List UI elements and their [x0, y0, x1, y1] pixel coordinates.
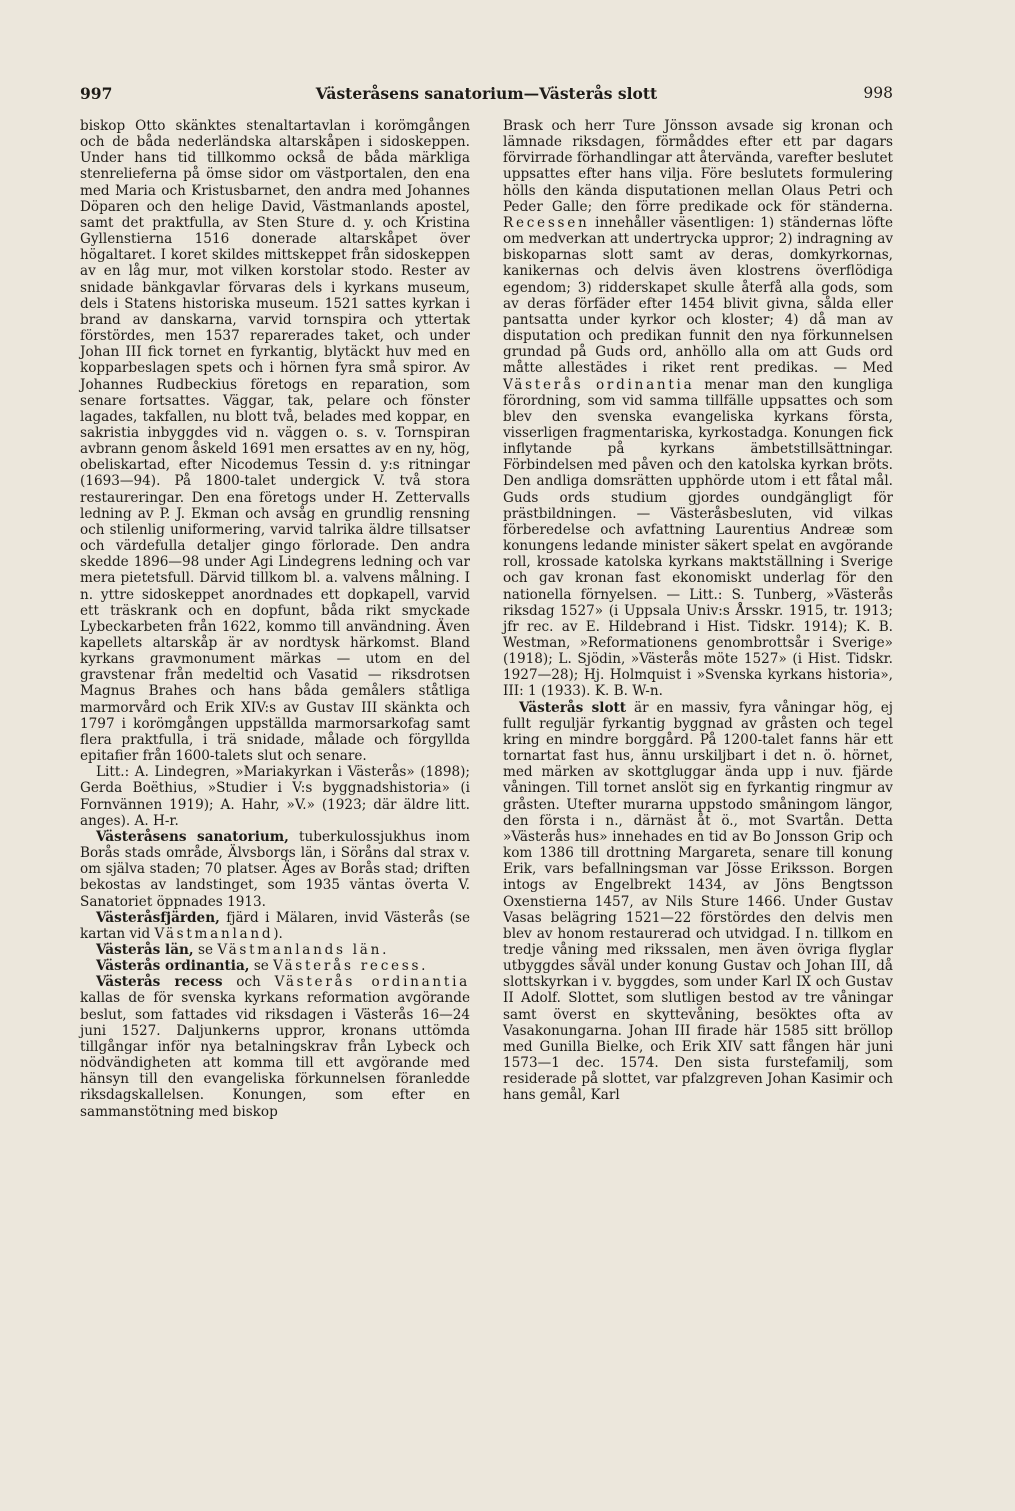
page-header [80, 84, 893, 108]
entry-recess: Västerås recess och Västerås ordinantia kallas de för svenska kyrkans reformation avgörande beslut, som fattades vid riksdagen i Västerås 16—24 juni 1527. Daljunkerns uppror, kronans uttömda tillgångar inför nya betalningskrav från Lybeck och nödvändigheten att komma till ett avgörande med hänsyn till den evangeliska förkunnelsen föranledde riksdagskallelsen. Konungen, som efter en sammanstötning med biskop [80, 974, 470, 1120]
page-number-right: 998 [863, 84, 893, 102]
entry-slott: Västerås slott är en massiv, fyra våningar hög, ej fullt reguljär fyrkantig byggnad av gråsten och tegel kring en mindre borggård. På 1200-talet fanns här ett tornartat fast hus, ännu urskiljbart i det n. ö. hörnet, med märken av skottgluggar ända upp i nuv. fjärde våningen. Till tornet anslöt sig en fyrkantig ringmur av gråsten. Utefter murarna uppstodo småningom längor, den första i n., därnäst åt ö., mot Svartån. Detta »Västerås hus» innehades en tid av Bo Jonsson Grip och kom 1386 till drottning Margareta, senare till konung Erik, vars befallningsman var Jösse Eriksson. Borgen intogs av Engelbrekt 1434, av Jöns Bengtsson Oxenstierna 1457, av Nils Sture 1466. Under Gustav Vasas belägring 1521—22 förstördes den delvis men blev av honom restaurerad och utvidgad. I n. tillkom en tredje våning med rikssalen, men även övriga flyglar utbyggdes såväl under konung Gustav och Johan III, då slottskyrkan i v. byggdes, som under Karl IX och Gustav II Adolf. Slottet, som slutligen bestod av tre våningar samt överst en skyttevåning, besöktes ofta av Vasakonungarna. Johan III firade här 1585 sitt bröllop med Gunilla Bielke, och Erik XIV satt fången här juni 1573—1 dec. 1574. Den sista furstefamilj, som residerade på slottet, var pfalzgreven Johan Kasimir och hans gemål, Karl [503, 699, 893, 1104]
entry-lan: Västerås län, se Västmanlands län. [96, 941, 390, 958]
entry-sanatorium: Västeråsens sanatorium, tuberkulossjukhus inom Borås stads område, Älvsborgs län, i Söråns dal strax v. om själva staden; 70 platser. Äges av Borås stad; driften bekostas av landstinget, som 1935 väntas överta V. Sanatoriet öppnades 1913. [80, 828, 470, 910]
running-title: Västeråsens sanatorium—Västerås slott [315, 84, 658, 103]
literature-paragraph: Litt.: A. Lindegren, »Mariakyrkan i Västerås» (1898); Gerda Boëthius, »Studier i V:s byggnadshistoria» (i Fornvännen 1919); A. Hahr, »V.» (1923; där äldre litt. anges). A. H-r. [80, 764, 470, 829]
entry-term: Västeråsfjärden, [96, 909, 220, 926]
cross-reference: Västmanland [154, 925, 274, 942]
spaced-term: Västerås ordinantia [503, 376, 695, 393]
entry-term: Västerås ordinantia, [96, 958, 250, 975]
article-paragraph: biskop Otto skänktes stenaltartavlan i korömgången och de båda nederländska altarskåpen i sidoskeppen. Under hans tid tillkommo också de båda märkliga stenrelieferna på ömse sidor om västportalen, den ena med Maria och Kristusbarnet, den andra med Johannes Döparen och den helige David, Västmanlands apostel, samt det praktfulla, av Sten Sture d. y. och Kristina Gyllenstierna 1516 donerade altarskåpet över högaltaret. I koret skildes mittskeppet från sidoskeppen av en låg mur, mot vilken korstolar stodo. Rester av snidade bänkgavlar förvaras dels i kyrkans museum, dels i Statens historiska museum. 1521 sattes kyrkan i brand av danskarna, varvid tornspira och yttertak förstördes, men 1537 reparerades taket, och under Johan III fick tornet en fyrkantig, blytäckt huv med en kopparbeslagen spets och i hörnen fyra små spiror. Av Johannes Rudbeckius företogs en reparation, som senare fortsattes. Väggar, tak, pelare och fönster lagades, takfallen, nu blott två, belades med koppar, en sakristia inbyggdes vid n. väggen o. s. v. Tornspiran avbrann genom åskeld 1691 men ersattes av en ny, hög, obeliskartad, efter Nicodemus Tessin d. y:s ritningar (1693—94). På 1800-talet undergick V. två stora restaureringar. Den ena företogs under H. Zettervalls ledning av P. J. Ekman och avsåg en grundlig rensning och stilenlig uniformering, varvid talrika äldre tillsatser och värdefulla detaljer gingo förlorade. Den andra skedde 1896—98 under Agi Lindegrens ledning och var mera pietetsfull. Därvid tillkom bl. a. valvens målning. I n. yttre sidoskeppet anordnades ett dopkapell, varvid ett träskrank och en dopfunt, båda rikt smyckade Lybeckarbeten från 1622, kommo till användning. Även kapellets altarskåp är av nordtysk härkomst. Bland kyrkans gravmonument märkas — utom en del gravstenar från medeltid och Vasatid — riksdrotsen Magnus Brahes och hans båda gemålers ståtliga marmorvård och Erik XIV:s av Gustav III skänkta och 1797 i korömgången uppställda marmorsarkofag samt flera praktfulla, i trä snidade, målade och förgyllda epitafier från 1600-talets slut och senare. [80, 118, 470, 765]
left-column [80, 118, 470, 1120]
entry-term: Västerås slott [519, 699, 627, 716]
cross-reference: Västerås ordinantia [274, 974, 470, 991]
spaced-term: Recessen [503, 214, 590, 231]
cross-reference: Västmanlands län. [217, 941, 390, 958]
right-column [503, 118, 893, 1104]
entry-term: Västerås län, [96, 941, 194, 958]
entry-term: Västeråsens sanatorium, [96, 828, 289, 845]
article-paragraph: Brask och herr Ture Jönsson avsade sig kronan och lämnade riksdagen, förmåddes efter ett par dagars förvirrade förhandlingar att återvända, varefter beslutet uppsattes efter hans vilja. Före beslutets formulering hölls den kända disputationen mellan Olaus Petri och Peder Galle; den förre predikade ock för ständerna. Recessen innehåller väsentligen: 1) ständernas löfte om medverkan att undertrycka uppror; 2) indragning av biskoparnas slott samt av deras, domkyrkornas, kanikernas och delvis även klostrens överflödiga egendom; 3) ridderskapet skulle återfå alla gods, som av deras förfäder efter 1454 blivit givna, sålda eller pantsatta under kyrkor och kloster; 4) då man av disputation och predikan funnit den nya förkunnelsen grundad på Guds ord, anhöllo alla om att Guds ord måtte allestädes i riket rent predikas. — Med Västerås ordinantia menar man den kungliga förordning, som vid samma tillfälle uppsattes och som blev den svenska evangeliska kyrkans första, visserligen fragmentariska, kyrkostadga. Konungen fick inflytande på kyrkans ämbetstillsättningar. Förbindelsen med påven och den katolska kyrkan bröts. Den andliga domsrätten upphörde utom i ett fåtal mål. Guds ords studium gjordes oundgängligt för prästbildningen. — Västeråsbesluten, vid vilkas förberedelse och avfattning Laurentius Andreæ som konungens ledande minister säkert spelat en avgörande roll, krossade katolska kyrkans maktställning i Sverige och gav kronan fast ekonomiskt underlag för den nationella förnyelsen. — Litt.: S. Tunberg, »Västerås riksdag 1527» (i Uppsala Univ:s Årsskr. 1915, tr. 1913; jfr rec. av E. Hildebrand i Hist. Tidskr. 1914); K. B. Westman, »Reformationens genombrottsår i Sverige» (1918); L. Sjödin, »Västerås möte 1527» (i Hist. Tidskr. 1927—28); Hj. Holmquist i »Svenska kyrkans historia», III: 1 (1933). K. B. W-n. [503, 118, 894, 700]
entry-ordinantia: Västerås ordinantia, se Västerås recess. [96, 958, 429, 975]
entry-term: Västerås recess [96, 974, 223, 991]
entry-fjarden: Västeråsfjärden, fjärd i Mälaren, invid Västerås (se kartan vid Västmanland). [80, 909, 470, 942]
page-number-left: 997 [80, 84, 113, 103]
cross-reference: Västerås recess. [273, 958, 429, 975]
